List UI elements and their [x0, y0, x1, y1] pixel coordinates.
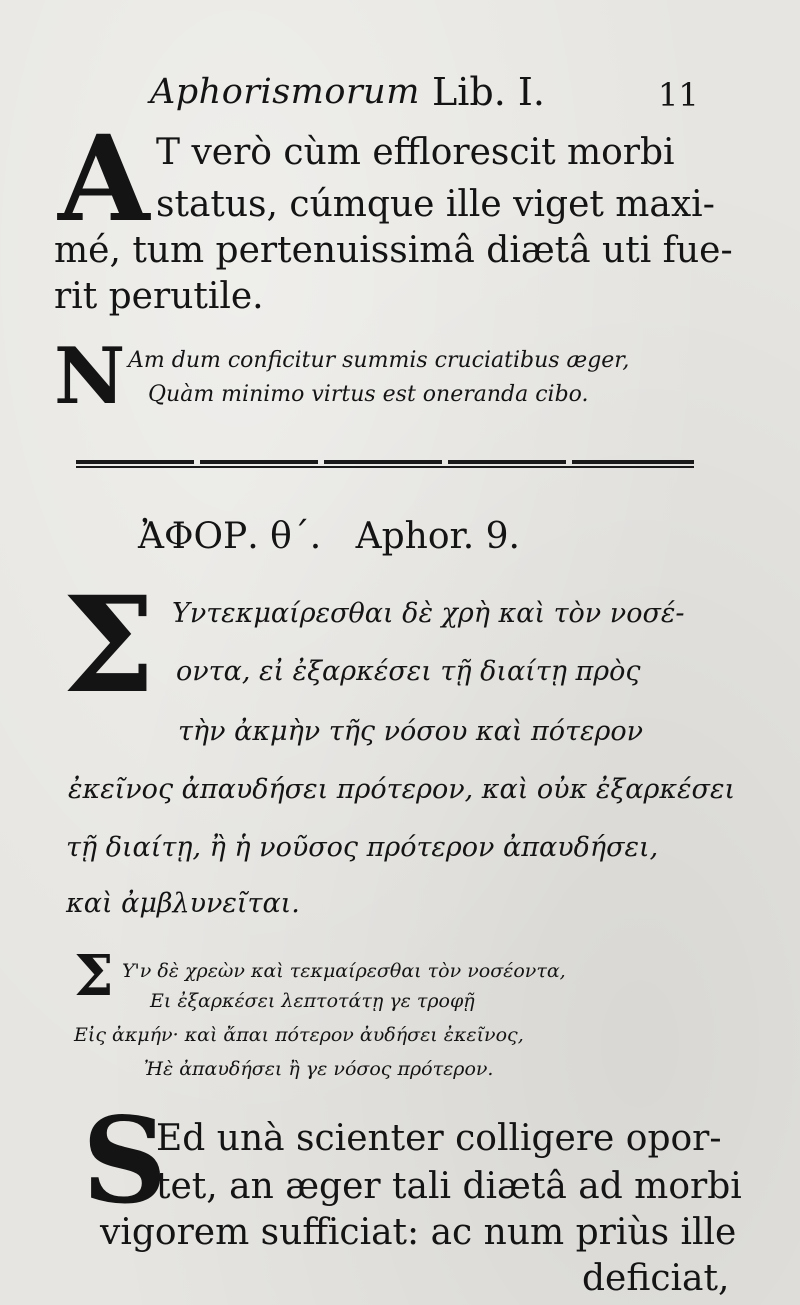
running-header-title: Aphorismorum — [150, 72, 420, 112]
greek-verse-line-4: Ἠὲ ἀπαυδήσει ἢ γε νόσος πρότερον. — [144, 1058, 494, 1080]
greek-paragraph-line-5: τῇ διαίτῃ, ἢ ἡ νοῦσος πρότερον ἀπαυδήσει, — [66, 832, 659, 863]
paragraph2-line-3: vigorem sufficiat: ac num priùs ille — [100, 1212, 737, 1253]
greek-verse-line-3: Εἰς ἀκμήν· καὶ ἄπαι πότερον ἀυδήσει ἐκεῖνος, — [74, 1024, 524, 1046]
greek-paragraph-line-6: καὶ ἀμβλυνεῖται. — [66, 888, 300, 919]
section-divider-rule — [76, 460, 694, 469]
page-number: 11 — [658, 76, 699, 114]
paragraph2-line-2: tet, an æger tali diætâ ad morbi — [156, 1166, 742, 1207]
greek-verse-line-1: Υ'ν δὲ χρεὼν καὶ τεκμαίρεσθαι τὸν νοσέοντα, — [122, 960, 566, 982]
drop-cap-a: A — [58, 109, 150, 248]
paragraph1-line-3: mé, tum pertenuissimâ diætâ uti fue- — [54, 230, 733, 271]
aphorism-heading-latin: Aphor. 9. — [355, 516, 520, 557]
running-header-book: Lib. I. — [432, 70, 545, 114]
paragraph2-line-1: Ed unà scienter colligere opor- — [156, 1118, 722, 1159]
drop-cap-n: N — [54, 331, 126, 422]
greek-paragraph-line-2: οντα, εἰ ἐξαρκέσει τῇ διαίτῃ πρὸς — [176, 656, 641, 687]
greek-verse-line-2: Ει ἐξαρκέσει λεπτοτάτῃ γε τροφῇ — [150, 990, 475, 1012]
paragraph2-line-4: deficiat, — [582, 1258, 730, 1299]
paragraph1-line-4: rit perutile. — [54, 276, 264, 317]
drop-cap-sigma: Σ — [62, 568, 156, 723]
greek-paragraph-line-4: ἐκεῖνος ἀπαυδήσει πρότερον, καὶ οὐκ ἐξαρκέσει — [68, 774, 736, 805]
aphorism-heading-greek: ἈΦΟΡ. θ΄. — [138, 516, 322, 557]
greek-paragraph-line-3: τὴν ἀκμὴν τῆς νόσου καὶ πότερον — [178, 716, 644, 747]
verse1-line-2: Quàm minimo virtus est oneranda cibo. — [148, 382, 589, 407]
paragraph1-line-1: T verò cùm efflorescit morbi — [156, 132, 675, 173]
aphorism-heading — [138, 516, 520, 557]
drop-cap-sigma-small: Σ — [74, 943, 114, 1009]
paragraph1-line-2: status, cúmque ille viget maxi- — [156, 184, 715, 225]
drop-cap-s: S — [82, 1091, 168, 1230]
greek-paragraph-line-1: Υντεκμαίρεσθαι δὲ χρὴ καὶ τὸν νοσέ- — [172, 598, 685, 629]
verse1-line-1: Am dum conficitur summis cruciatibus æger, — [128, 348, 630, 373]
